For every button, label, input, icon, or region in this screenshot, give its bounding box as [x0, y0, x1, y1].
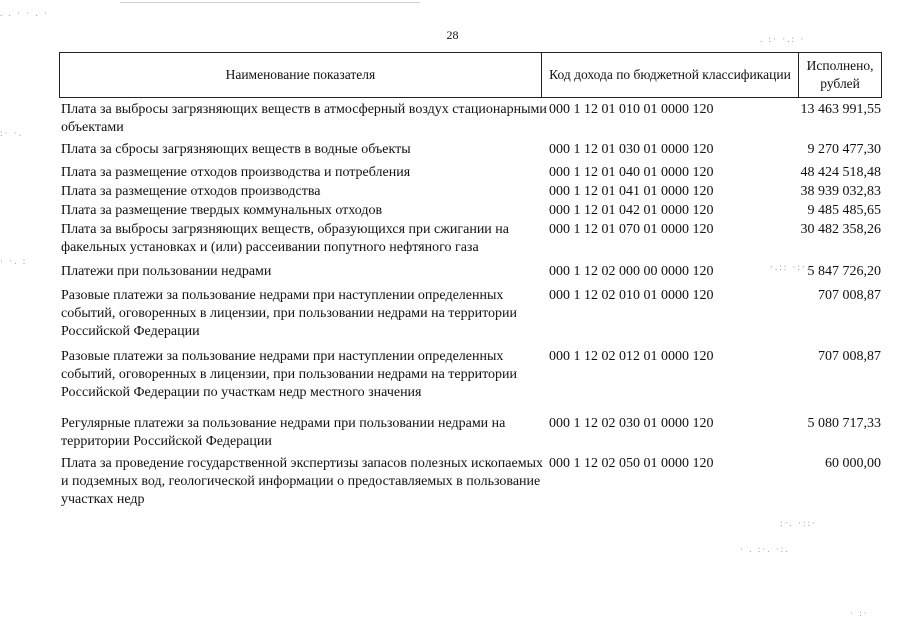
table-row	[61, 263, 881, 281]
row-code: 000 1 12 02 000 00 0000 120	[549, 264, 714, 279]
row-amount: 5 080 717,33	[807, 416, 881, 431]
table-row	[61, 455, 881, 509]
row-code: 000 1 12 02 012 01 0000 120	[549, 349, 714, 364]
row-code: 000 1 12 01 070 01 0000 120	[549, 222, 714, 237]
row-name: Плата за проведение государственной экспертизы запасов полезных ископаемых и подземных вод, геологической информации о предоставляемых в пользование участках недр	[61, 456, 543, 507]
table-row	[61, 183, 881, 201]
table-row	[61, 141, 881, 159]
row-code: 000 1 12 01 030 01 0000 120	[549, 142, 714, 157]
scan-noise: · ·. :	[0, 256, 28, 266]
row-amount: 9 270 477,30	[807, 142, 881, 157]
page-number: 28	[446, 28, 459, 42]
row-amount: 60 000,00	[825, 456, 881, 471]
row-name: Плата за выбросы загрязняющих веществ в атмосферный воздух стационарными объектами	[61, 102, 547, 135]
table-row	[61, 221, 881, 257]
row-amount: 707 008,87	[818, 288, 881, 303]
row-code: 000 1 12 01 040 01 0000 120	[549, 165, 714, 180]
row-name: Регулярные платежи за пользование недрами при пользовании недрами на территории Российской Федерации	[61, 416, 506, 449]
row-name: Разовые платежи за пользование недрами при наступлении определенных событий, оговоренных в лицензии, при пользовании недрами на территории Российской Федерации по участкам недр местного значения	[61, 349, 518, 400]
table-row	[61, 202, 881, 220]
row-name: Плата за выбросы загрязняющих веществ, образующихся при сжигании на факельных установках и (или) рассеивании попутного нефтяного газа	[61, 222, 510, 255]
row-name: Платежи при пользовании недрами	[61, 264, 272, 279]
row-name: Плата за сбросы загрязняющих веществ в водные объекты	[61, 142, 411, 157]
table-row	[61, 101, 881, 137]
table-body	[61, 101, 881, 509]
row-code: 000 1 12 01 041 01 0000 120	[549, 184, 714, 199]
header-code: Код дохода по бюджетной классификации	[541, 53, 798, 97]
row-amount: 30 482 358,26	[800, 222, 881, 237]
header-executed: Исполнено, рублей	[798, 53, 881, 97]
row-name: Плата за размещение твердых коммунальных отходов	[61, 203, 383, 218]
row-code: 000 1 12 02 010 01 0000 120	[549, 288, 714, 303]
top-rule	[120, 2, 420, 3]
table-row	[61, 348, 881, 402]
row-code: 000 1 12 01 042 01 0000 120	[549, 203, 714, 218]
scan-noise: :· ·.	[0, 128, 23, 138]
scan-noise: :·. ·::·	[780, 518, 817, 528]
row-name: Плата за размещение отходов производства	[61, 184, 321, 199]
table-row	[61, 287, 881, 341]
scan-noise: ·.:: ·:·.	[770, 262, 812, 272]
row-amount: 9 485 485,65	[807, 203, 881, 218]
row-code: 000 1 12 02 030 01 0000 120	[549, 416, 714, 431]
row-amount: 38 939 032,83	[800, 184, 881, 199]
row-code: 000 1 12 02 050 01 0000 120	[549, 456, 714, 471]
scan-noise: . . · · . ·	[0, 8, 49, 18]
header-name: Наименование показателя	[225, 67, 376, 83]
row-amount: 48 424 518,48	[800, 165, 881, 180]
scan-noise: · :·	[850, 608, 869, 618]
scan-noise: . :· ·.: ·	[760, 34, 806, 44]
row-amount: 13 463 991,55	[800, 102, 881, 117]
row-amount: 707 008,87	[818, 349, 881, 364]
table-row	[61, 415, 881, 451]
row-name: Плата за размещение отходов производства и потребления	[61, 165, 411, 180]
row-amount: 5 847 726,20	[807, 264, 881, 279]
row-name: Разовые платежи за пользование недрами при наступлении определенных событий, оговоренных в лицензии, при пользовании недрами на территории Российской Федерации	[61, 288, 518, 339]
scan-noise: · . :·. ·:.	[740, 544, 790, 554]
table-row	[61, 164, 881, 182]
row-code: 000 1 12 01 010 01 0000 120	[549, 102, 714, 117]
table-header	[59, 52, 882, 98]
